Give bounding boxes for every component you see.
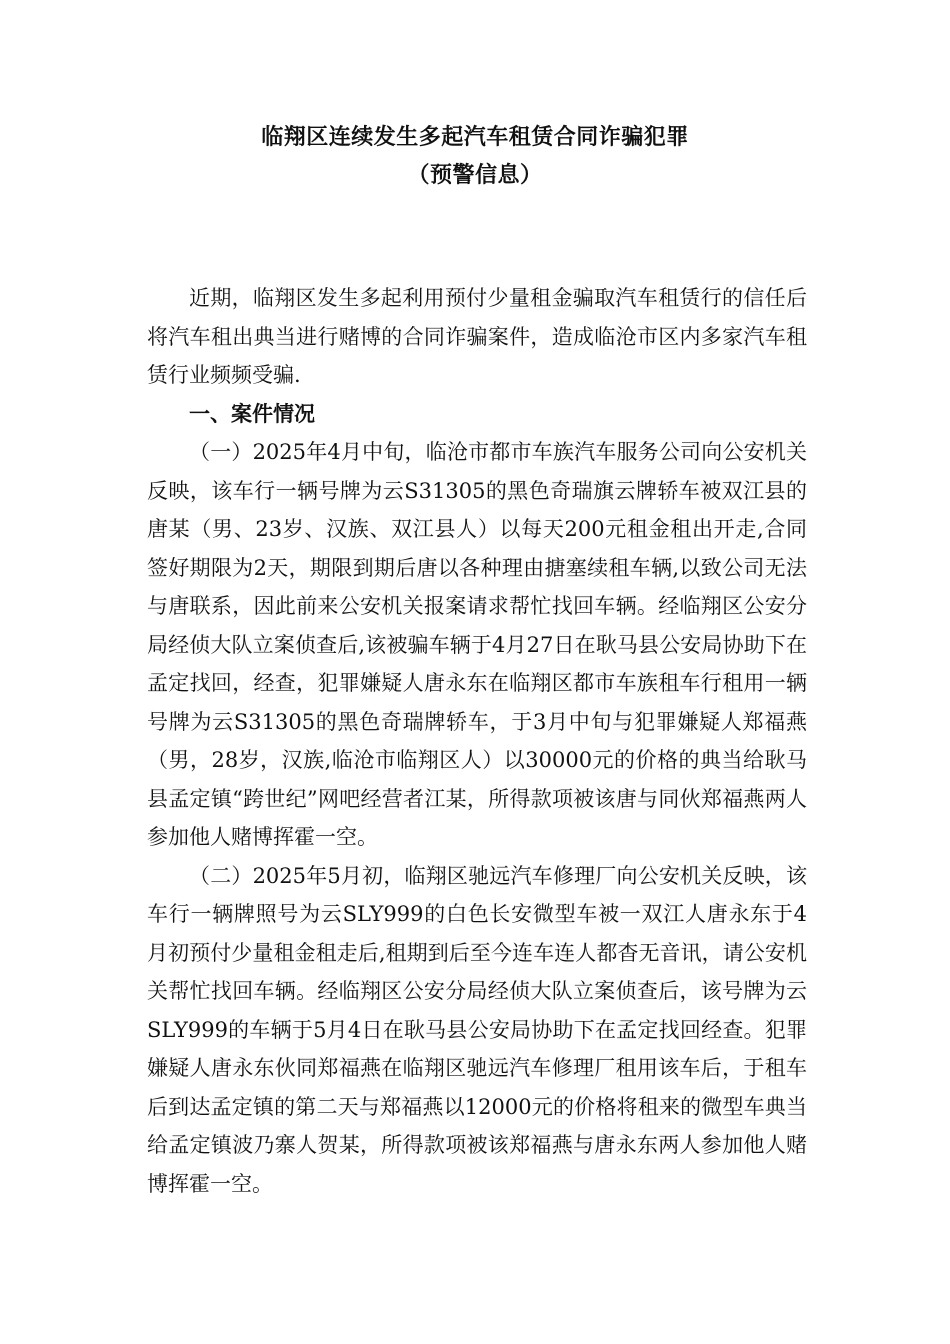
document-body bbox=[147, 279, 807, 1203]
document-title: 临翔区连续发生多起汽车租赁合同诈骗犯罪 bbox=[261, 124, 689, 150]
title-block bbox=[0, 118, 950, 194]
case-2-paragraph: （二）2025年5月初，临翔区驰远汽车修理厂向公安机关反映，该车行一辆牌照号为云SLY999的白色长安微型车被一双江人唐永东于4月初预付少量租金租走后,租期到后至今连车连人都杳无音讯，请公安机关帮忙找回车辆。经临翔区公安分局经侦大队立案侦查后，该号牌为云SLY999的车辆于5月4日在耿马县公安局协助下在孟定找回经查。犯罪嫌疑人唐永东伙同郑福燕在临翔区驰远汽车修理厂租用该车后，于租车后到达孟定镇的第二天与郑福燕以12000元的价格将租来的微型车典当给孟定镇波乃寨人贺某，所得款项被该郑福燕与唐永东两人参加他人赌博挥霍一空。 bbox=[147, 863, 807, 1196]
case-1-paragraph: （一）2025年4月中旬，临沧市都市车族汽车服务公司向公安机关反映，该车行一辆号牌为云S31305的黑色奇瑞旗云牌轿车被双江县的唐某（男、23岁、汉族、双江县人）以每天200元租金租出开走,合同签好期限为2天，期限到期后唐以各种理由搪塞续租车辆,以致公司无法与唐联系，因此前来公安机关报案请求帮忙找回车辆。经临翔区公安分局经侦大队立案侦查后,该被骗车辆于4月27日在耿马县公安局协助下在孟定找回，经查，犯罪嫌疑人唐永东在临翔区都市车族租车行租用一辆号牌为云S31305的黑色奇瑞牌轿车，于3月中旬与犯罪嫌疑人郑福燕（男，28岁，汉族,临沧市临翔区人）以30000元的价格的典当给耿马县孟定镇“跨世纪”网吧经营者江某，所得款项被该唐与同伙郑福燕两人参加他人赌博挥霍一空。 bbox=[147, 440, 807, 849]
intro-paragraph: 近期，临翔区发生多起利用预付少量租金骗取汽车租赁行的信任后将汽车租出典当进行赌博的合同诈骗案件，造成临沧市区内多家汽车租赁行业频频受骗. bbox=[147, 286, 807, 387]
section-heading: 一、案件情况 bbox=[189, 400, 315, 426]
document-subtitle: （预警信息） bbox=[407, 162, 543, 188]
